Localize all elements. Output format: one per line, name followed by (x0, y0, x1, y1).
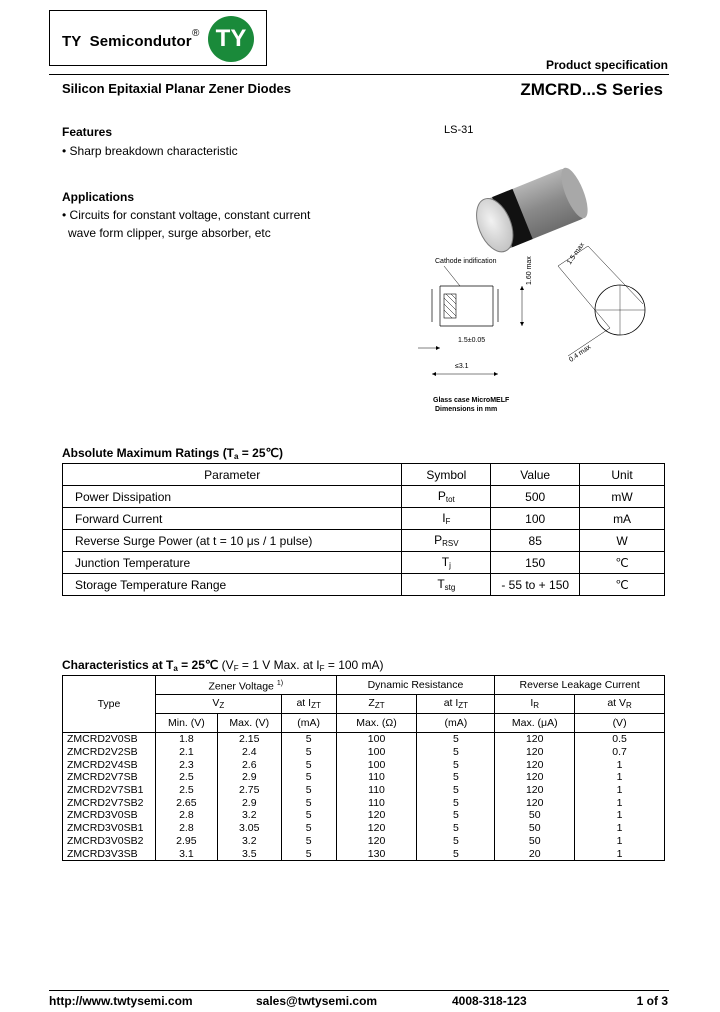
applications-heading: Applications (62, 190, 135, 204)
izt-cell: 5 (281, 733, 336, 746)
vz-min-cell: 2.5 (155, 784, 217, 797)
symbol-cell: $T_{stg}$ (402, 574, 491, 596)
dim-end-label: 0.4 max (568, 343, 593, 364)
type-cell: ZMCRD2V7SB1 (63, 784, 156, 797)
table-row (63, 809, 665, 822)
ir-cell: 120 (495, 771, 575, 784)
vz-min-cell: 2.95 (155, 835, 217, 848)
vz-max-cell: 2.75 (217, 784, 281, 797)
end-view-drawing (548, 246, 660, 371)
unit-ua: Max. (μA) (495, 714, 575, 733)
page-subtitle: Silicon Epitaxial Planar Zener Diodes (62, 81, 292, 96)
vz-min-cell: 2.8 (155, 822, 217, 835)
zzt-cell: 120 (336, 822, 417, 835)
header-ir: $I_R$ (495, 695, 575, 714)
unit-cell: mW (580, 486, 665, 508)
value-cell: 150 (491, 552, 580, 574)
header-zener-voltage: Zener Voltage $^{1)}$ (155, 676, 336, 695)
feature-item: • Sharp breakdown characteristic (62, 144, 238, 158)
vr-cell: 1 (575, 822, 665, 835)
zzt-cell: 100 (336, 746, 417, 759)
unit-min-v: Min. (V) (155, 714, 217, 733)
dimension-note: Dimensions in mm (435, 406, 498, 413)
header-parameter: Parameter (63, 464, 402, 486)
features-heading: Features (62, 125, 113, 139)
ir-cell: 50 (495, 809, 575, 822)
izt-cell: 5 (281, 746, 336, 759)
symbol-cell: $P_{tot}$ (402, 486, 491, 508)
unit-cell: mA (580, 508, 665, 530)
ratings-header-row (63, 464, 665, 486)
vz-min-cell: 2.5 (155, 771, 217, 784)
dim-length-label: ≤3.1 (455, 363, 469, 370)
vz-max-cell: 3.2 (217, 835, 281, 848)
izt2-cell: 5 (417, 771, 495, 784)
param-cell: Storage Temperature Range (63, 574, 402, 596)
table-row (63, 784, 665, 797)
izt2-cell: 5 (417, 733, 495, 746)
zzt-cell: 100 (336, 733, 417, 746)
vz-min-cell: 2.65 (155, 796, 217, 809)
application-item-cont: wave form clipper, surge absorber, etc (68, 226, 271, 240)
header-dynamic-resistance: Dynamic Resistance (336, 676, 495, 695)
table-row (63, 746, 665, 759)
vz-max-cell: 2.9 (217, 771, 281, 784)
ir-cell: 50 (495, 835, 575, 848)
zzt-cell: 110 (336, 784, 417, 797)
vr-cell: 0.7 (575, 746, 665, 759)
characteristics-title: Characteristics at $T_a$ = 25℃ ($V_F = 1$ V Max. at $I_F = 100$ mA) (62, 658, 384, 673)
dim-body-label: 1.5±0.05 (458, 337, 486, 344)
type-cell: ZMCRD2V2SB (63, 746, 156, 759)
type-cell: ZMCRD2V0SB (63, 733, 156, 746)
header-symbol: Symbol (402, 464, 491, 486)
izt-cell: 5 (281, 847, 336, 860)
unit-ma-2: (mA) (417, 714, 495, 733)
type-cell: ZMCRD3V0SB1 (63, 822, 156, 835)
value-cell: - 55 to + 150 (491, 574, 580, 596)
vz-min-cell: 1.8 (155, 733, 217, 746)
value-cell: 85 (491, 530, 580, 552)
footer-rule (49, 990, 669, 991)
vz-max-cell: 3.05 (217, 822, 281, 835)
izt2-cell: 5 (417, 809, 495, 822)
vz-min-cell: 2.3 (155, 758, 217, 771)
ratings-row (63, 508, 665, 530)
unit-cell: ℃ (580, 574, 665, 596)
vz-max-cell: 2.6 (217, 758, 281, 771)
vr-cell: 1 (575, 784, 665, 797)
header-leakage-current: Reverse Leakage Current (495, 676, 665, 695)
ir-cell: 120 (495, 796, 575, 809)
header-unit: Unit (580, 464, 665, 486)
header-type: Type (63, 676, 156, 733)
header-value: Value (491, 464, 580, 486)
vz-max-cell: 2.4 (217, 746, 281, 759)
unit-ohm: Max. (Ω) (336, 714, 417, 733)
izt2-cell: 5 (417, 796, 495, 809)
vz-max-cell: 2.15 (217, 733, 281, 746)
table-row (63, 847, 665, 860)
ratings-row (63, 574, 665, 596)
table-row (63, 733, 665, 746)
param-cell: Power Dissipation (63, 486, 402, 508)
vz-max-cell: 3.5 (217, 847, 281, 860)
param-cell: Reverse Surge Power (at t = 10 μs / 1 pulse) (63, 530, 402, 552)
value-cell: 500 (491, 486, 580, 508)
type-cell: ZMCRD3V0SB (63, 809, 156, 822)
value-cell: 100 (491, 508, 580, 530)
brand-logo-icon: TY (208, 16, 254, 62)
table-row (63, 822, 665, 835)
header-zzt: $Z_{ZT}$ (336, 695, 417, 714)
unit-cell: W (580, 530, 665, 552)
izt-cell: 5 (281, 835, 336, 848)
ir-cell: 120 (495, 758, 575, 771)
izt2-cell: 5 (417, 746, 495, 759)
zzt-cell: 120 (336, 835, 417, 848)
ratings-row (63, 530, 665, 552)
ratings-row (63, 552, 665, 574)
vz-min-cell: 2.1 (155, 746, 217, 759)
registered-mark: ® (192, 28, 200, 39)
zzt-cell: 110 (336, 796, 417, 809)
vz-max-cell: 2.9 (217, 796, 281, 809)
dim-diameter-label: 1.60 max (526, 256, 533, 285)
vz-max-cell: 3.2 (217, 809, 281, 822)
footer-url-link[interactable]: http://www.twtysemi.com (49, 994, 193, 1008)
unit-v: (V) (575, 714, 665, 733)
ir-cell: 120 (495, 733, 575, 746)
characteristics-table (62, 675, 665, 861)
vr-cell: 1 (575, 771, 665, 784)
table-row (63, 758, 665, 771)
footer-email-link[interactable]: sales@twtysemi.com (256, 994, 378, 1008)
ir-cell: 120 (495, 746, 575, 759)
type-cell: ZMCRD3V0SB2 (63, 835, 156, 848)
vr-cell: 1 (575, 835, 665, 848)
package-name: LS-31 (444, 124, 474, 136)
case-note: Glass case MicroMELF (433, 397, 510, 404)
dim-angle-label: 1.5 max (566, 241, 587, 267)
table-row (63, 796, 665, 809)
zzt-cell: 100 (336, 758, 417, 771)
vz-min-cell: 2.8 (155, 809, 217, 822)
ratings-title: Absolute Maximum Ratings ($T_a$ = 25℃) (62, 446, 283, 461)
header-vz: $V_Z$ (155, 695, 281, 714)
zzt-cell: 130 (336, 847, 417, 860)
vr-cell: 1 (575, 758, 665, 771)
footer-phone: 4008-318-123 (452, 994, 527, 1008)
ir-cell: 20 (495, 847, 575, 860)
param-cell: Junction Temperature (63, 552, 402, 574)
side-view-drawing (418, 264, 538, 379)
izt-cell: 5 (281, 784, 336, 797)
application-item: • Circuits for constant voltage, constant current (62, 208, 311, 222)
type-cell: ZMCRD3V3SB (63, 847, 156, 860)
izt2-cell: 5 (417, 835, 495, 848)
symbol-cell: $I_F$ (402, 508, 491, 530)
izt2-cell: 5 (417, 847, 495, 860)
izt-cell: 5 (281, 796, 336, 809)
vz-min-cell: 3.1 (155, 847, 217, 860)
series-title: ZMCRD...S Series (520, 80, 663, 99)
izt2-cell: 5 (417, 758, 495, 771)
header-rule (49, 74, 669, 75)
ratings-table (62, 463, 665, 596)
vr-cell: 1 (575, 809, 665, 822)
param-cell: Forward Current (63, 508, 402, 530)
izt2-cell: 5 (417, 784, 495, 797)
ratings-row (63, 486, 665, 508)
unit-cell: ℃ (580, 552, 665, 574)
vr-cell: 0.5 (575, 733, 665, 746)
brand-name: TY Semicondutor (62, 33, 192, 50)
ir-cell: 120 (495, 784, 575, 797)
vr-cell: 1 (575, 847, 665, 860)
vr-cell: 1 (575, 796, 665, 809)
symbol-cell: $P_{RSV}$ (402, 530, 491, 552)
table-row (63, 771, 665, 784)
page-number: 1 of 3 (636, 994, 668, 1008)
header-at-izt-2: at $I_{ZT}$ (417, 695, 495, 714)
unit-max-v: Max. (V) (217, 714, 281, 733)
zzt-cell: 110 (336, 771, 417, 784)
izt-cell: 5 (281, 758, 336, 771)
unit-ma: (mA) (281, 714, 336, 733)
spec-label: Product specification (545, 58, 668, 72)
char-header-row-1 (63, 676, 665, 695)
type-cell: ZMCRD2V4SB (63, 758, 156, 771)
izt2-cell: 5 (417, 822, 495, 835)
type-cell: ZMCRD2V7SB2 (63, 796, 156, 809)
symbol-cell: $T_j$ (402, 552, 491, 574)
cathode-label: Cathode indification (435, 258, 497, 265)
ir-cell: 50 (495, 822, 575, 835)
table-row (63, 835, 665, 848)
izt-cell: 5 (281, 771, 336, 784)
type-cell: ZMCRD2V7SB (63, 771, 156, 784)
izt-cell: 5 (281, 809, 336, 822)
izt-cell: 5 (281, 822, 336, 835)
zzt-cell: 120 (336, 809, 417, 822)
characteristics-body (63, 733, 665, 861)
header-at-izt: at $I_{ZT}$ (281, 695, 336, 714)
header-at-vr: at $V_R$ (575, 695, 665, 714)
